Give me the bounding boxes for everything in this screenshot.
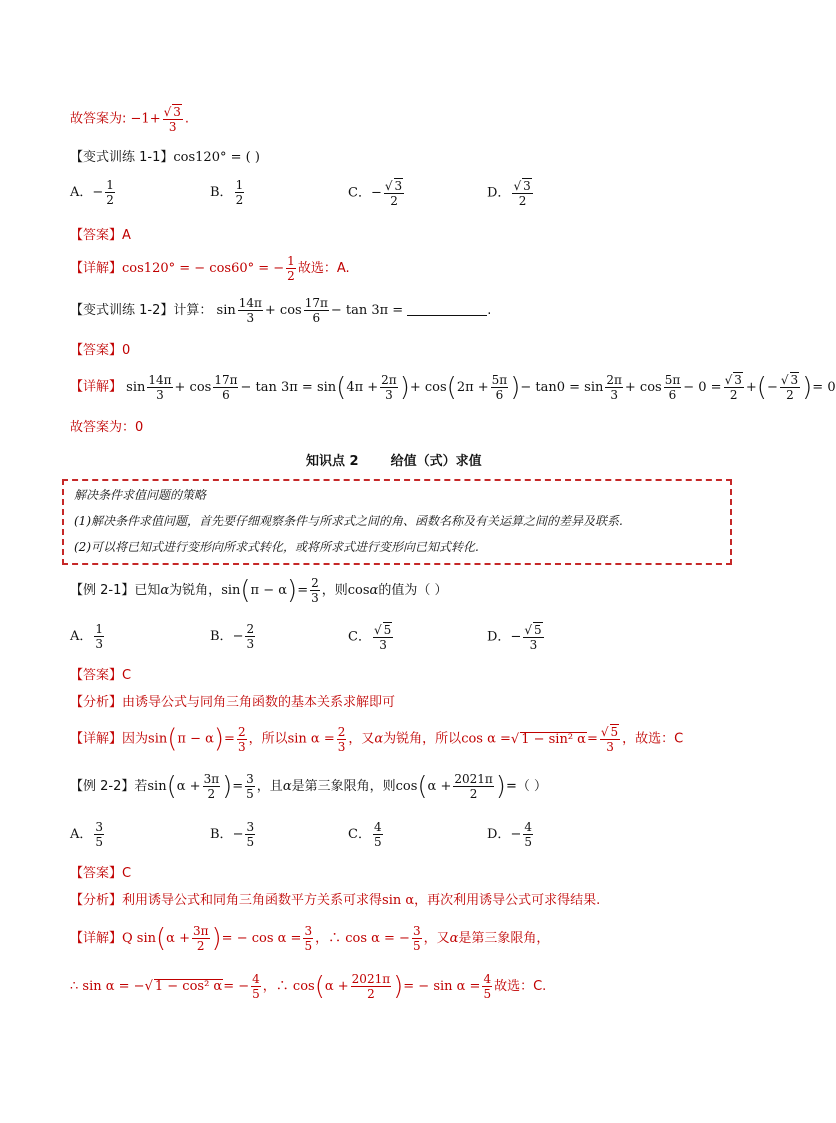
answer-blank[interactable] <box>407 315 487 316</box>
option-d: D． √ $\frac{3}{2}$ <box>487 178 535 208</box>
analysis-2-1: 【分析】由诱导公式与同角三角函数的基本关系求解即可 <box>70 695 396 710</box>
exercise-1-1 <box>70 146 260 165</box>
option-b: B．− $\frac{2}{3}$ <box>210 622 255 651</box>
analysis-2-2: 【分析】利用诱导公式和同角三角函数平方关系可求得sin α，再次利用诱导公式可求得结果. <box>70 893 601 908</box>
detail-2-2-continued: ∴ sin α = −√ 1 − cos² α= − $\frac{4}{5}$ ，∴ cos(α + $\frac{2021\pi}{2}$ )= − sin α = $\frac{4}{5}$ 故选：C. <box>70 972 546 1001</box>
example-2-2: 【例 2-2】若sin(α + $\frac{3\pi}{2}$ )= $\frac{3}{5}$ ，且α是第三象限角，则cos(α + $\frac{2021\pi}{2}$ )=（ ） <box>70 771 547 802</box>
detail-2-2: 【详解】Q sin(α + $\frac{3\pi}{2}$ )= − cos α = $\frac{3}{5}$ ，∴ cos α = − $\frac{3}{5}$ ，又α是第三象限角， <box>70 923 550 954</box>
exercise-stem: cos120° = ( ) <box>173 150 260 165</box>
answer-2-2: 【答案】C <box>70 866 132 881</box>
option-d: D．− $\frac{4}{5}$ <box>487 820 532 849</box>
section-title: 知识点 2 给值（式）求值 <box>306 454 482 469</box>
option-a: A．− $\frac{1}{2}$ <box>70 178 114 207</box>
detail-1-2: 【详解】 sin $\frac{14\pi}{3}$ + cos $\frac{17\pi}{6}$ − tan 3π = sin(4π + $\frac{2\pi}{3}$ )+ cos(2π + $\frac{5\pi}{6}$ )− tan0 = sin $\frac{2\pi}{3}$ + cos $\frac{5\pi}{6}$ − 0 = √ $\frac{3}{2}$ +(− √ $\frac{3}{2}$ )= 0 <box>70 372 836 402</box>
answer-2-1: 【答案】C <box>70 668 132 683</box>
option-a: A． $\frac{1}{3}$ <box>70 622 104 651</box>
math-text: −1+ <box>130 111 161 127</box>
option-d: D．− √ $\frac{5}{3}$ <box>487 622 546 652</box>
fraction: √ $\frac{3}{3}$ <box>163 104 183 134</box>
answer-line: 故答案为: −1+ √ $\frac{3}{3}$ . <box>70 104 189 134</box>
strategy-item-2: (2)可以将已知式进行变形向所求式转化，或将所求式进行变形向已知式转化. <box>74 540 479 554</box>
strategy-item-1: (1)解决条件求值问题，首先要仔细观察条件与所求式之间的角、函数名称及有关运算之间的差异及联系. <box>74 514 623 528</box>
detail-2-1: 【详解】因为sin(π − α)= $\frac{2}{3}$ ，所以sin α = $\frac{2}{3}$ ，又α为锐角，所以cos α =√ 1 − sin² α= √ $\frac{5}{3}$ ，故选：C <box>70 724 683 754</box>
exercise-label: 【变式训练 1-1】 <box>70 150 174 165</box>
answer-1-1: 【答案】A <box>70 228 131 243</box>
final-answer-1-2: 故答案为：0 <box>70 420 144 435</box>
example-2-1: 【例 2-1】已知α为锐角，sin(π − α)= $\frac{2}{3}$ ，则cosα的值为（ ） <box>70 575 448 606</box>
option-b: B．− $\frac{3}{5}$ <box>210 820 255 849</box>
option-a: A． $\frac{3}{5}$ <box>70 820 104 849</box>
strategy-title: 解决条件求值问题的策略 <box>74 488 207 502</box>
answer-1-2: 【答案】0 <box>70 343 131 358</box>
option-c: C． √ $\frac{5}{3}$ <box>348 622 395 652</box>
answer-prefix: 故答案为: <box>70 111 127 127</box>
detail-1-1: 【详解】cos120° = − cos60° = − $\frac{1}{2}$ 故选：A. <box>70 254 350 283</box>
exercise-1-2: 【变式训练 1-2】计算： sin $\frac{14\pi}{3}$ + cos $\frac{17\pi}{6}$ − tan 3π = . <box>70 296 492 325</box>
option-c: C． $\frac{4}{5}$ <box>348 820 382 849</box>
option-b: B． $\frac{1}{2}$ <box>210 178 244 207</box>
option-c: C．− √ $\frac{3}{2}$ <box>348 178 406 208</box>
